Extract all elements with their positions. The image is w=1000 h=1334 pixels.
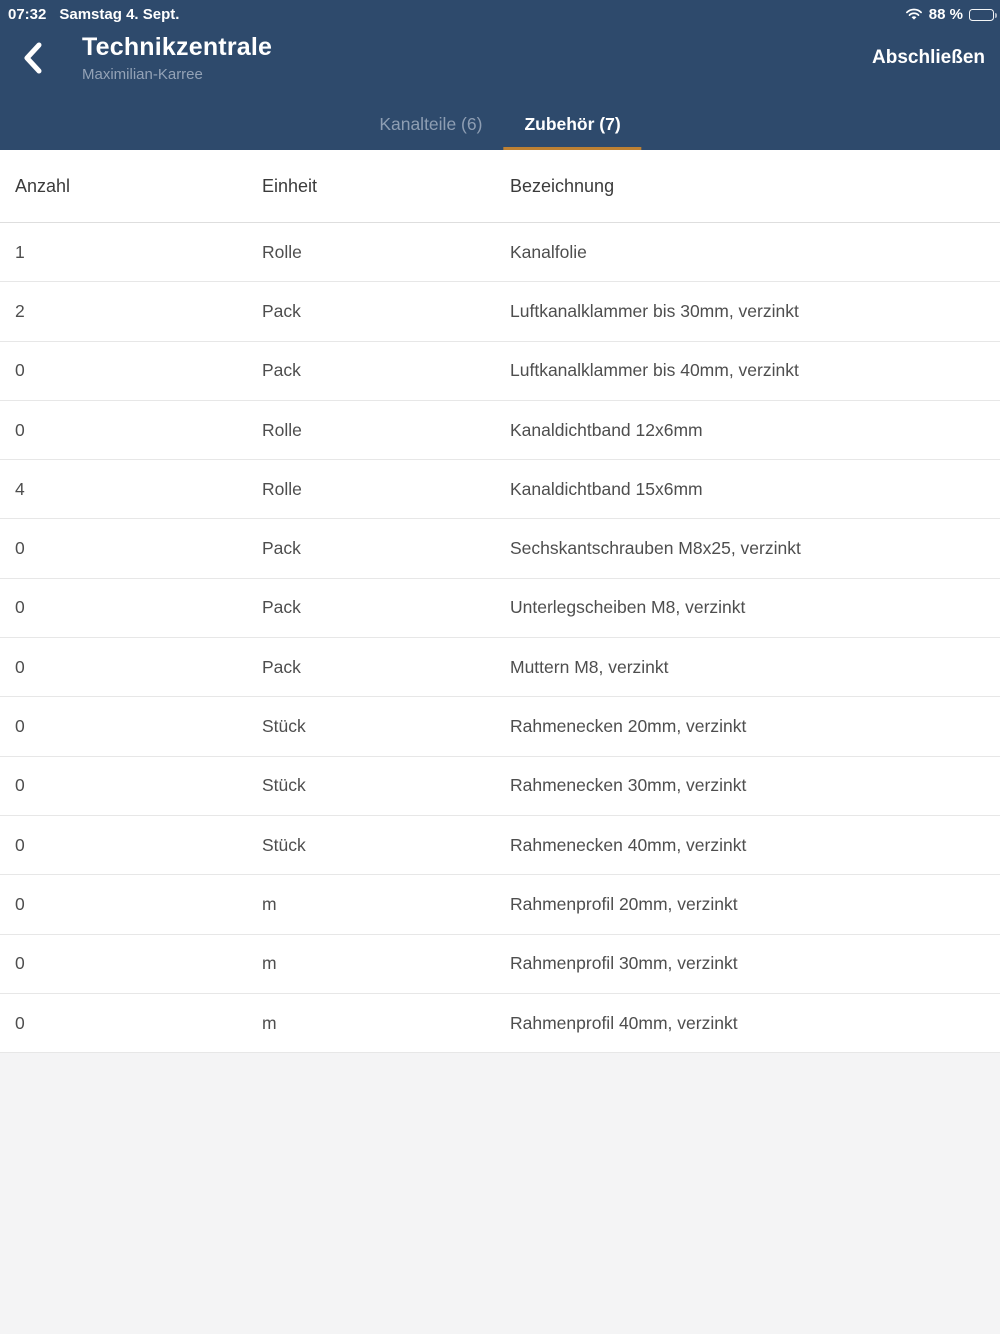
status-time: 07:32 bbox=[8, 6, 47, 23]
status-bar bbox=[0, 0, 1000, 27]
cell-einheit: m bbox=[262, 1012, 277, 1033]
table-row[interactable] bbox=[0, 816, 1000, 875]
cell-anzahl: 0 bbox=[15, 656, 25, 677]
cell-anzahl: 4 bbox=[15, 478, 25, 499]
cell-anzahl: 0 bbox=[15, 360, 25, 381]
cell-einheit: Pack bbox=[262, 597, 301, 618]
cell-bezeichnung: Rahmenecken 20mm, verzinkt bbox=[510, 716, 747, 737]
cell-einheit: Stück bbox=[262, 716, 306, 737]
table-row[interactable] bbox=[0, 223, 1000, 282]
cell-bezeichnung: Rahmenprofil 40mm, verzinkt bbox=[510, 1012, 738, 1033]
footer-space bbox=[0, 1053, 1000, 1334]
cell-anzahl: 2 bbox=[15, 300, 25, 321]
top-chrome bbox=[0, 0, 1000, 150]
table-row[interactable] bbox=[0, 638, 1000, 697]
battery-percent: 88 % bbox=[928, 6, 963, 23]
battery-nub bbox=[995, 13, 997, 18]
cell-anzahl: 0 bbox=[15, 538, 25, 559]
back-button[interactable] bbox=[14, 39, 50, 79]
cell-bezeichnung: Kanaldichtband 15x6mm bbox=[510, 478, 703, 499]
cell-bezeichnung: Rahmenecken 30mm, verzinkt bbox=[510, 775, 747, 796]
cell-bezeichnung: Luftkanalklammer bis 40mm, verzinkt bbox=[510, 360, 799, 381]
cell-anzahl: 1 bbox=[15, 241, 25, 262]
table-row[interactable] bbox=[0, 935, 1000, 994]
table-row[interactable] bbox=[0, 579, 1000, 638]
table-row[interactable] bbox=[0, 401, 1000, 460]
cell-anzahl: 0 bbox=[15, 834, 25, 855]
table-row[interactable] bbox=[0, 875, 1000, 934]
cell-einheit: m bbox=[262, 953, 277, 974]
tab-bar bbox=[358, 102, 641, 150]
chevron-left-icon bbox=[23, 42, 42, 77]
cell-bezeichnung: Rahmenecken 40mm, verzinkt bbox=[510, 834, 747, 855]
column-header-einheit: Einheit bbox=[262, 175, 318, 196]
cell-einheit: m bbox=[262, 893, 277, 914]
table-row[interactable] bbox=[0, 697, 1000, 756]
cell-einheit: Pack bbox=[262, 656, 301, 677]
cell-anzahl: 0 bbox=[15, 1012, 25, 1033]
cell-anzahl: 0 bbox=[15, 953, 25, 974]
cell-anzahl: 0 bbox=[15, 419, 25, 440]
cell-einheit: Rolle bbox=[262, 478, 302, 499]
title-block bbox=[82, 33, 272, 83]
accessories-table bbox=[0, 150, 1000, 1334]
table-row[interactable] bbox=[0, 994, 1000, 1053]
column-header-bezeichnung: Bezeichnung bbox=[510, 175, 615, 196]
table-row[interactable] bbox=[0, 282, 1000, 341]
cell-bezeichnung: Kanaldichtband 12x6mm bbox=[510, 419, 703, 440]
table-row[interactable] bbox=[0, 460, 1000, 519]
wifi-icon bbox=[905, 8, 923, 21]
cell-einheit: Rolle bbox=[262, 241, 302, 262]
tab-zubehoer[interactable]: Zubehör (7) bbox=[503, 102, 641, 150]
app-header bbox=[0, 27, 1000, 150]
table-row[interactable] bbox=[0, 757, 1000, 816]
cell-einheit: Rolle bbox=[262, 419, 302, 440]
cell-anzahl: 0 bbox=[15, 597, 25, 618]
cell-einheit: Stück bbox=[262, 834, 306, 855]
cell-bezeichnung: Muttern M8, verzinkt bbox=[510, 656, 669, 677]
cell-bezeichnung: Rahmenprofil 20mm, verzinkt bbox=[510, 893, 738, 914]
page-subtitle: Maximilian-Karree bbox=[82, 66, 203, 83]
cell-bezeichnung: Luftkanalklammer bis 30mm, verzinkt bbox=[510, 300, 799, 321]
table-header-row bbox=[0, 150, 1000, 223]
tab-kanalteile[interactable]: Kanalteile (6) bbox=[379, 114, 483, 134]
cell-anzahl: 0 bbox=[15, 775, 25, 796]
cell-bezeichnung: Sechskantschrauben M8x25, verzinkt bbox=[510, 538, 801, 559]
page-title: Technikzentrale bbox=[82, 33, 273, 61]
cell-anzahl: 0 bbox=[15, 716, 25, 737]
table-row[interactable] bbox=[0, 342, 1000, 401]
cell-bezeichnung: Kanalfolie bbox=[510, 241, 587, 262]
cell-einheit: Pack bbox=[262, 300, 301, 321]
cell-bezeichnung: Rahmenprofil 30mm, verzinkt bbox=[510, 953, 738, 974]
status-date: Samstag 4. Sept. bbox=[59, 6, 180, 23]
table-row[interactable] bbox=[0, 519, 1000, 578]
finish-button[interactable]: Abschließen bbox=[872, 47, 985, 68]
cell-einheit: Pack bbox=[262, 360, 301, 381]
cell-bezeichnung: Unterlegscheiben M8, verzinkt bbox=[510, 597, 746, 618]
cell-anzahl: 0 bbox=[15, 893, 25, 914]
cell-einheit: Pack bbox=[262, 538, 301, 559]
battery-icon bbox=[969, 9, 994, 21]
cell-einheit: Stück bbox=[262, 775, 306, 796]
table-body bbox=[0, 223, 1000, 1053]
column-header-anzahl: Anzahl bbox=[15, 175, 71, 196]
